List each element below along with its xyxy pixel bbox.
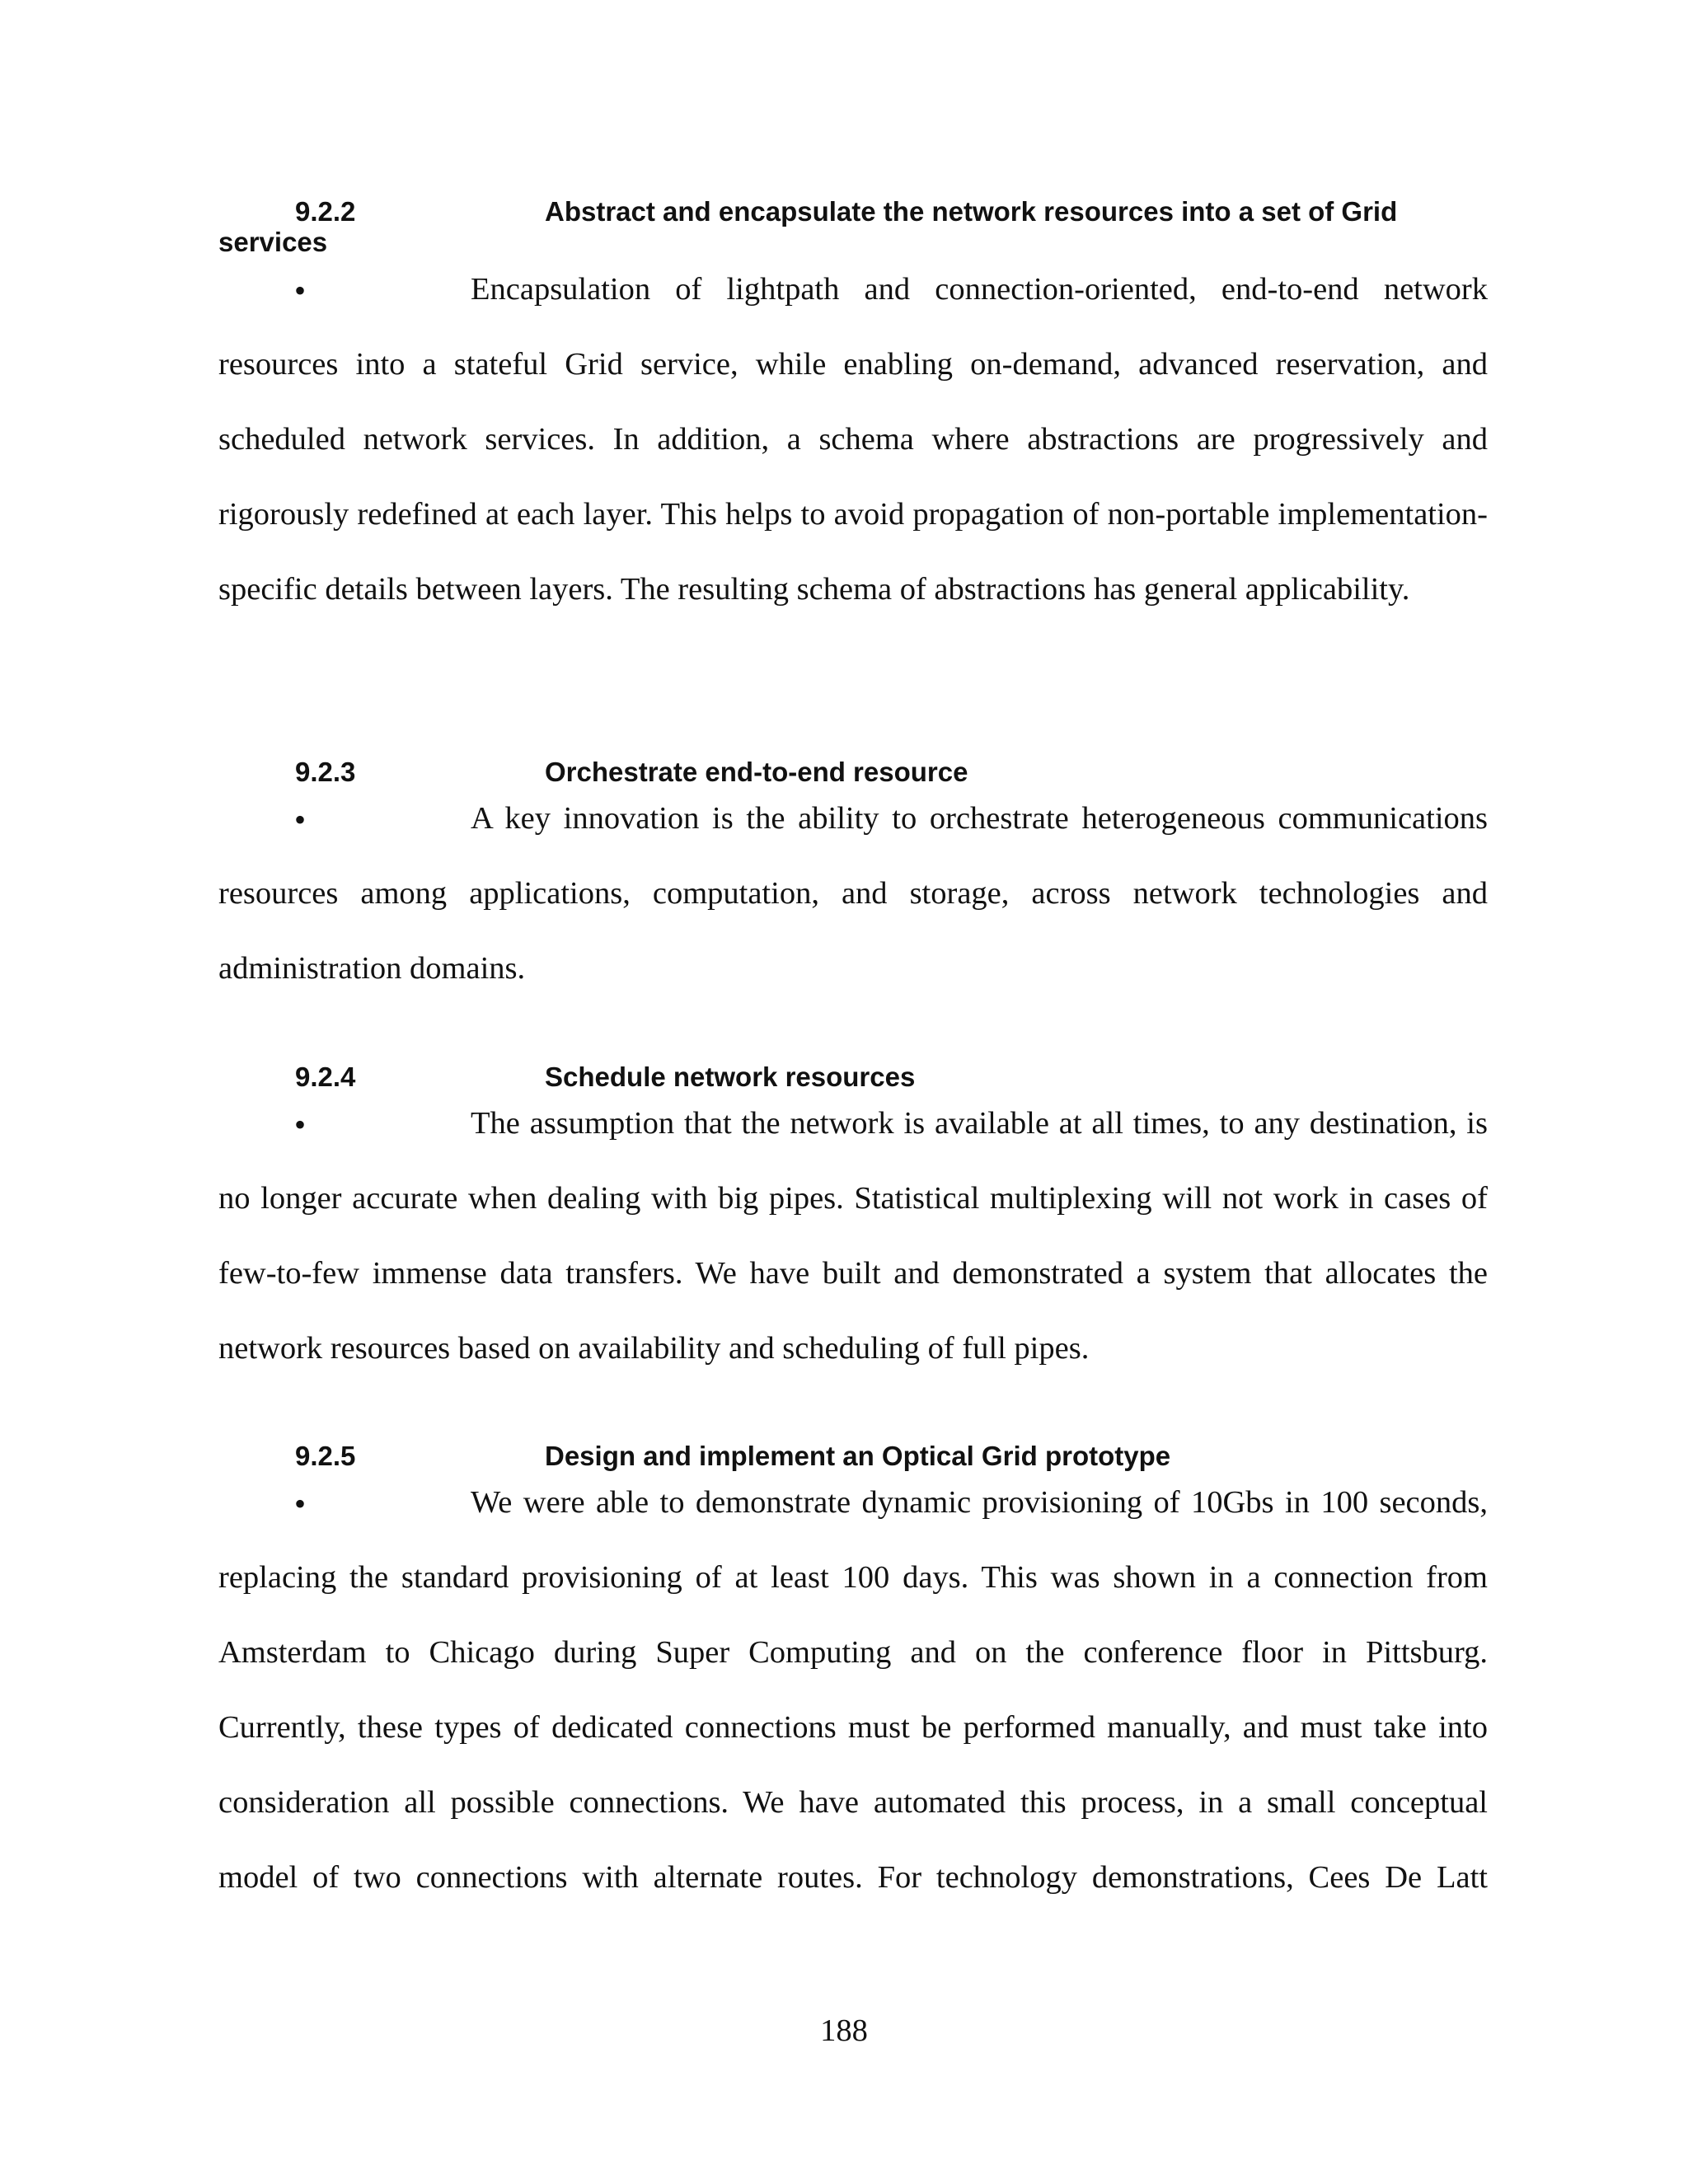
section-number: 9.2.3 <box>295 757 356 787</box>
section-paragraph: A key innovation is the ability to orchestrate heterogeneous communications resources among applications, computation, and storage, across network technologies and administration domains. <box>218 801 1488 986</box>
section-number: 9.2.4 <box>295 1062 356 1092</box>
section-title: Orchestrate end-to-end resource <box>545 757 968 787</box>
section-title: Abstract and encapsulate the network resources into a set of Grid <box>545 196 1398 227</box>
section-paragraph: We were able to demonstrate dynamic provisioning of 10Gbs in 100 seconds, replacing the standard provisioning of at least 100 days. This was shown in a connection from Amsterdam to Chicago during Super Computing and on the conference floor in Pittsburg. Currently, these types of dedicated connections must be performed manually, and must take into consideration all possible connections. We have automated this process, in a small conceptual model of two connections with alternate routes. For technology demonstrations, Cees De Latt <box>218 1485 1488 1895</box>
section-number: 9.2.5 <box>295 1441 356 1471</box>
page-number: 188 <box>820 2013 868 2048</box>
section-number: 9.2.2 <box>295 196 356 227</box>
bullet-icon: • <box>294 1485 307 1522</box>
section-paragraph: The assumption that the network is available at all times, to any destination, is no longer accurate when dealing with big pipes. Statistical multiplexing will not work in cases of few-to-few immense data transfers. We have built and demonstrated a system that allocates the network resources based on availability and scheduling of full pipes. <box>218 1106 1488 1366</box>
section-title-continuation: services <box>218 227 328 257</box>
bullet-icon: • <box>294 272 307 309</box>
section-title: Design and implement an Optical Grid prototype <box>545 1441 1171 1471</box>
bullet-icon: • <box>294 1106 307 1143</box>
section-paragraph: Encapsulation of lightpath and connection-oriented, end-to-end network resources into a stateful Grid service, while enabling on-demand, advanced reservation, and scheduled network services. In addition, a schema where abstractions are progressively and rigorously redefined at each layer. This helps to avoid propagation of non-portable implementation-specific details between layers. The resulting schema of abstractions has general applicability. <box>218 272 1488 607</box>
bullet-icon: • <box>294 801 307 838</box>
section-title: Schedule network resources <box>545 1062 916 1092</box>
